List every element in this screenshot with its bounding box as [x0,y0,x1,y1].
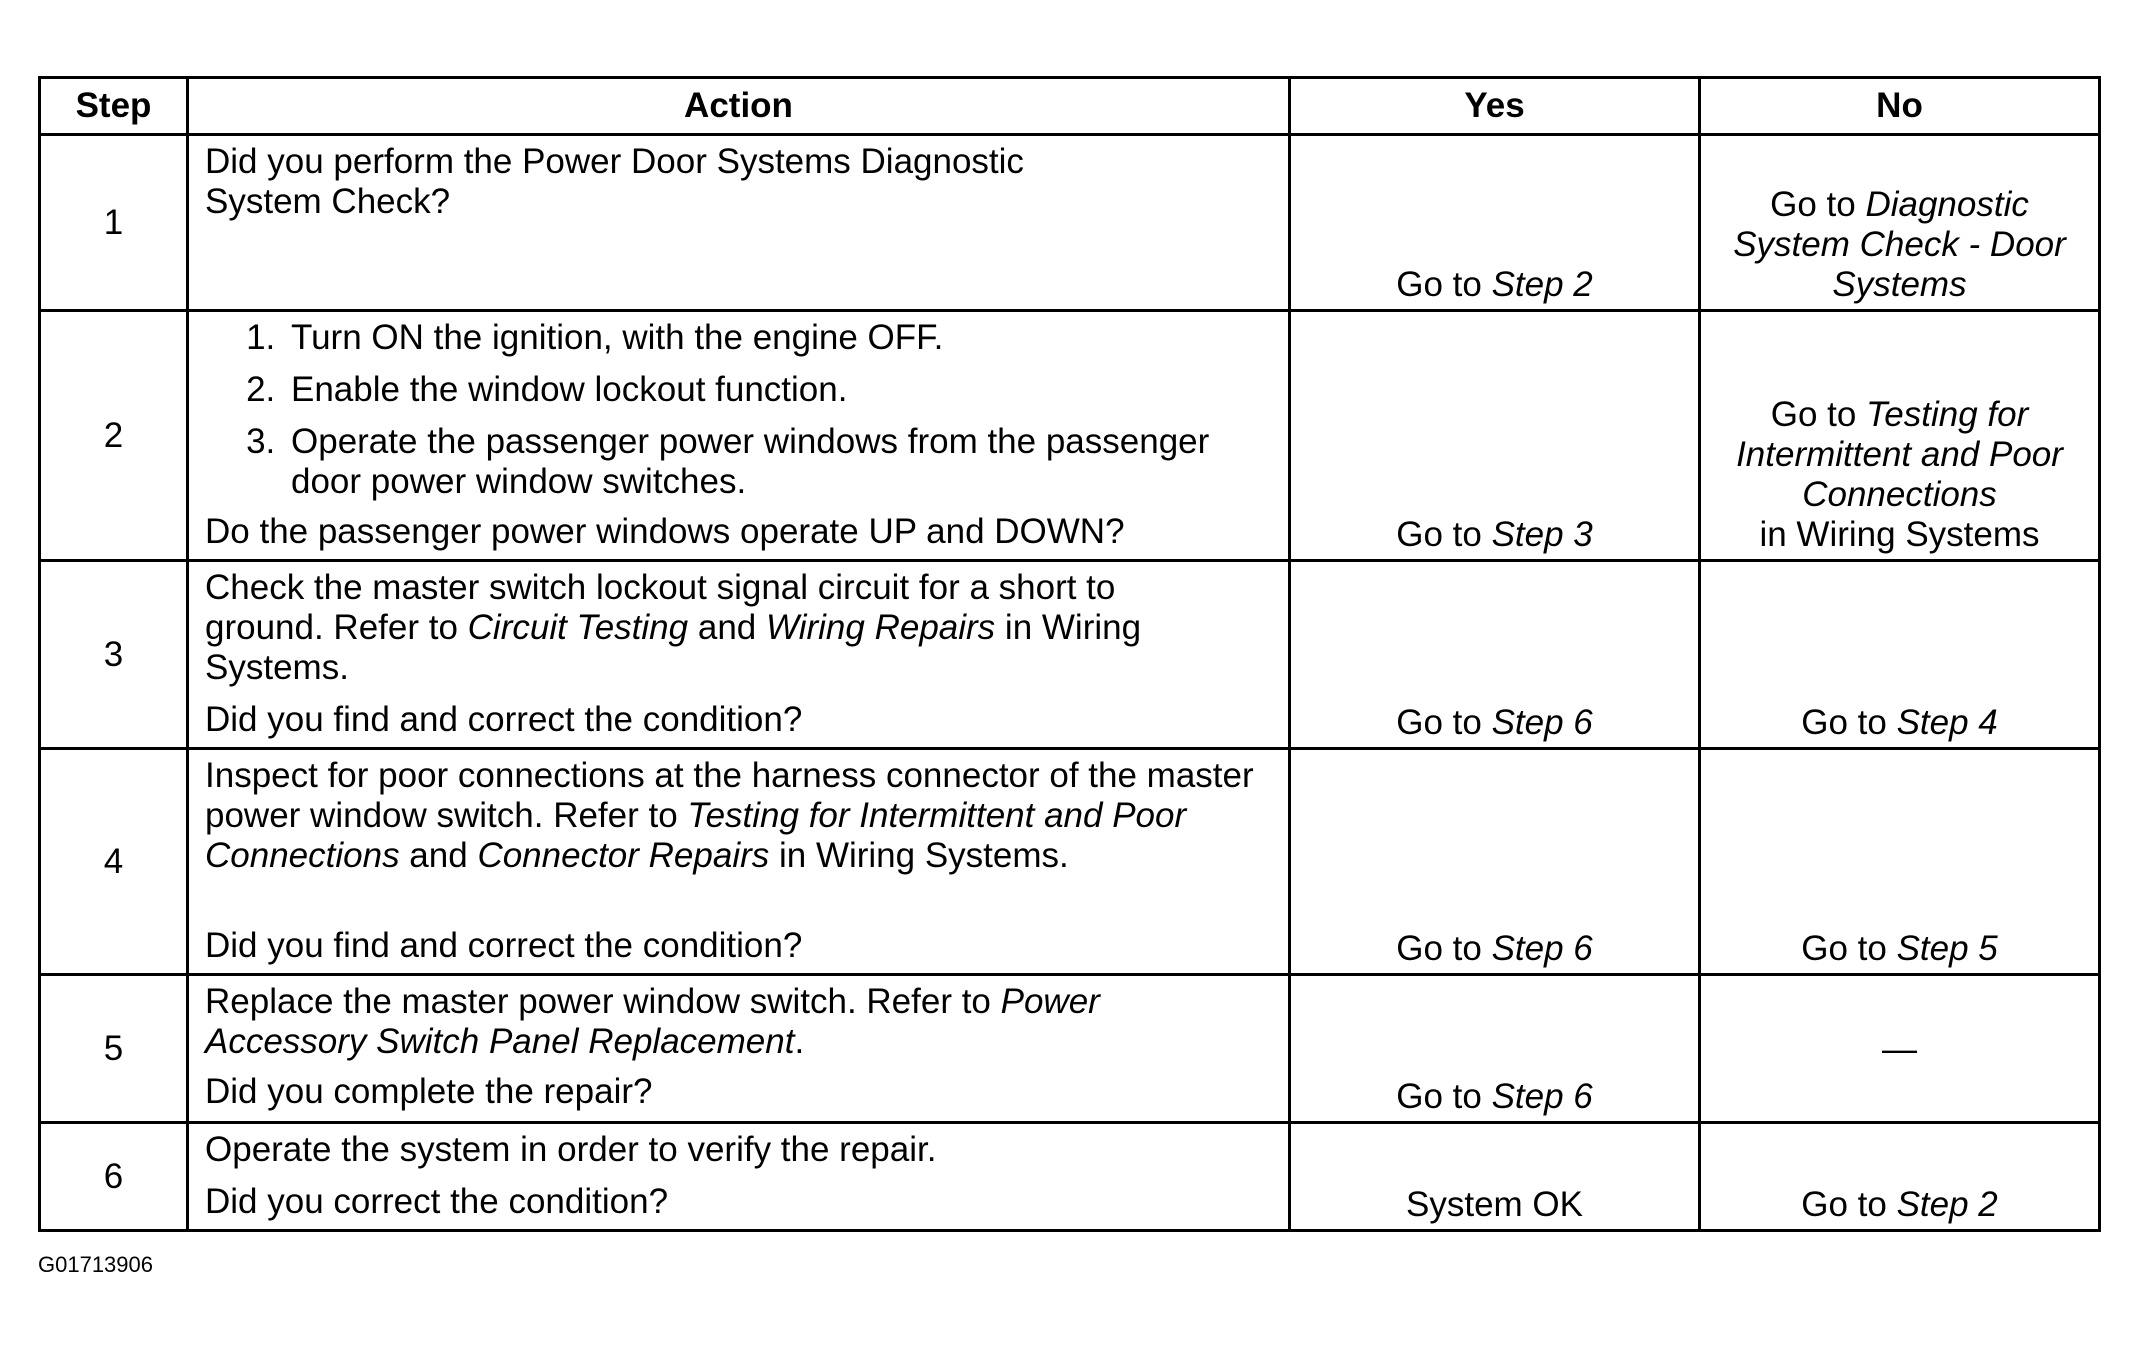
step-number: 4 [40,749,188,975]
yes-cell [1290,975,1700,1123]
action-text [205,756,1274,876]
action-text-part: Replace the master power window switch. Refer to [205,982,1001,1021]
action-question: Did you complete the repair? [205,1072,653,1111]
yes-prefix: Go to [1396,265,1492,304]
no-suffix: in Wiring Systems [1759,515,2040,554]
yes-link: Step 6 [1491,1077,1593,1116]
yes-cell [1290,1123,1700,1231]
no-cell [1700,311,2100,561]
header-action: Action [188,78,1290,135]
no-dash: — [1882,1029,1917,1069]
no-prefix: Go to [1801,929,1897,968]
diagnostic-table [38,76,2101,1232]
yes-text: System OK [1406,1185,1583,1224]
table-row [40,561,2100,749]
step-number: 1 [40,135,188,311]
substep-item: 3. Operate the passenger power windows from the passenger door power window switches. [285,422,1274,502]
header-yes: Yes [1290,78,1700,135]
header-no: No [1700,78,2100,135]
yes-link: Step 2 [1491,265,1593,304]
action-question: Did you find and correct the condition? [205,926,803,965]
action-text-part: Check the master switch lockout signal circuit for a short to ground. Refer to [205,568,1116,647]
reference-link: Wiring Repairs [765,608,996,647]
action-text-part: and [399,836,478,875]
action-cell [188,311,1290,561]
no-cell [1700,749,2100,975]
action-text-part: in Wiring Systems. [205,608,1142,687]
no-cell [1700,135,2100,311]
action-cell [188,749,1290,975]
reference-link: Power Accessory Switch Panel Replacement [205,982,1100,1061]
action-text-part: in Wiring Systems. [769,836,1069,875]
yes-prefix: Go to [1396,929,1492,968]
action-text [205,568,1274,688]
substep-item: 2. Enable the window lockout function. [285,370,1274,410]
yes-cell [1290,311,1700,561]
substep-list [205,318,1274,502]
yes-link: Step 6 [1491,703,1593,742]
no-prefix: Go to [1801,703,1897,742]
no-link: Testing for Intermittent and Poor Connections [1736,395,2063,514]
no-prefix: Go to [1770,185,1866,224]
header-step: Step [40,78,188,135]
step-number: 6 [40,1123,188,1231]
yes-prefix: Go to [1396,515,1492,554]
action-question: Did you find and correct the condition? [205,700,803,739]
action-question: Did you correct the condition? [205,1182,669,1221]
step-number: 5 [40,975,188,1123]
no-prefix: Go to [1770,395,1867,434]
no-link: Step 2 [1896,1185,1998,1224]
no-link: Diagnostic System Check - Door Systems [1733,185,2066,304]
action-text-part: . [794,1022,805,1061]
substep-item: 1. Turn ON the ignition, with the engine OFF. [285,318,1274,358]
reference-link: Circuit Testing [467,608,689,647]
no-cell [1700,561,2100,749]
table-row [40,1123,2100,1231]
figure-id: G01713906 [38,1252,153,1277]
header-row [40,78,2100,135]
yes-link: Step 6 [1491,929,1593,968]
no-link: Step 4 [1896,703,1998,742]
yes-cell [1290,135,1700,311]
reference-link: Connector Repairs [477,836,770,875]
action-cell [188,1123,1290,1231]
no-prefix: Go to [1801,1185,1897,1224]
action-text-part: and [688,608,766,647]
action-text: Operate the system in order to verify the repair. [205,1130,937,1169]
step-number: 2 [40,311,188,561]
diagnostic-table-container [38,76,2098,1232]
no-link: Step 5 [1896,929,1998,968]
table-row [40,749,2100,975]
action-text [205,982,1274,1062]
yes-link: Step 3 [1491,515,1593,554]
action-text-part: Inspect for poor connections at the harness connector of the master power window switch. Refer to [205,756,1254,835]
yes-prefix: Go to [1396,703,1492,742]
reference-link: Testing for Intermittent and Poor Connections [205,796,1187,875]
action-cell [188,135,1290,311]
action-text: Did you perform the Power Door Systems Diagnostic System Check? [205,142,1024,221]
yes-cell [1290,561,1700,749]
action-cell [188,975,1290,1123]
step-number: 3 [40,561,188,749]
action-cell [188,561,1290,749]
yes-cell [1290,749,1700,975]
action-question: Do the passenger power windows operate UP and DOWN? [205,512,1125,551]
no-cell [1700,975,2100,1123]
table-row [40,311,2100,561]
table-row [40,975,2100,1123]
no-cell [1700,1123,2100,1231]
yes-prefix: Go to [1396,1077,1492,1116]
table-row [40,135,2100,311]
